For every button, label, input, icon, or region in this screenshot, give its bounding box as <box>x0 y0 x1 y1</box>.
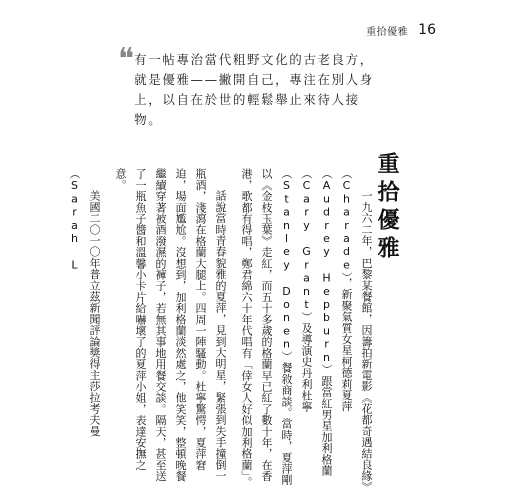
body-paragraph: 話說當時青春貌雅的夏萍，見到大明星，緊張到失手撞倒一瓶酒，淺瀉在格蘭大腿上。四周一陣騷動。杜寧驚愕，夏萍窘迫，場面尷尬。沒想到，加利格蘭淡然處之，他笑笑，整頓晚餐繼續穿著被酒潑濕的褲子，若無其事地用餐交談。隔天，甚至送了一瓶魚子醬和溫馨小卡片給嚇壞了的夏萍小姐，表達安撫之意。 <box>114 168 227 482</box>
body-paragraph: 一九六二年，巴黎某餐館，因籌拍新電影《花都奇遇結良緣》（Charade），新聚氣質女星柯德莉夏萍（Audrey Hepburn）跟當紅男星加利格蘭（Cary Grant）及導演史丹利杜寧（Stanley Donen）餐敘商談。當時，夏萍剛以《金枝玉葉》走紅，而五十多歲的格蘭早已紅了數十年，在香港，歌都有得唱，鄭君綿六十年代唱有「倖女人好似加利格蘭」。 <box>240 168 373 488</box>
quote-mark-icon: ❝ <box>118 42 135 77</box>
body-paragraph: 美國二〇一〇年普立茲新聞評論獎得主莎拉考夫曼（Sarah L <box>68 168 101 437</box>
page-number: 16 <box>418 22 436 38</box>
body-text <box>58 168 376 490</box>
epigraph-text: 有一帖專治當代粗野文化的古老良方，就是優雅——撇開自己，專注在別人身上，以自在於世的輕鬆舉止來待人接物。 <box>134 52 374 127</box>
running-header <box>366 22 436 38</box>
epigraph-quote <box>118 42 374 130</box>
chapter-title: 重拾優雅 <box>374 152 399 264</box>
section-title: 重拾優雅 <box>366 26 409 38</box>
